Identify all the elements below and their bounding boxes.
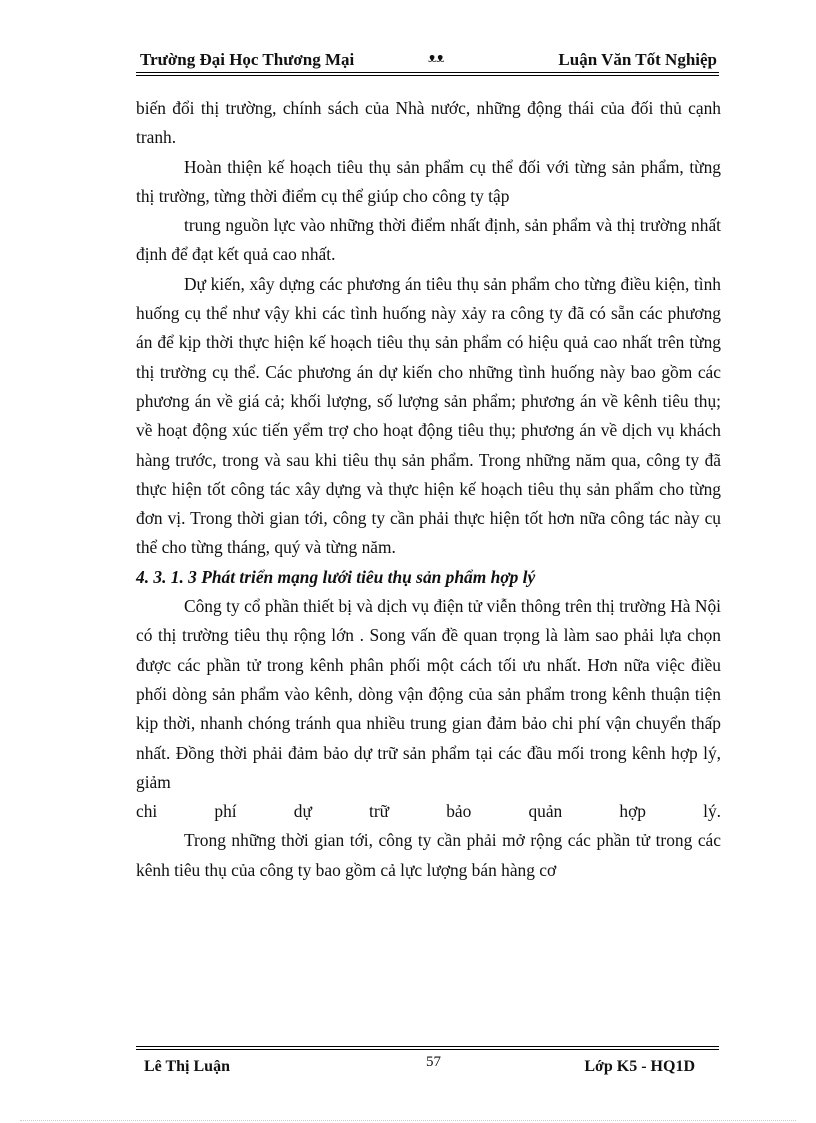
header-rule (136, 72, 719, 73)
header-thesis-title: Luận Văn Tốt Nghiệp (558, 50, 717, 69)
header-rule-thin (136, 75, 719, 76)
paragraph-line: chi phí dự trữ bảo quản hợp lý. (136, 801, 721, 822)
footer-rule (136, 1046, 719, 1047)
paragraph-continuation: biến đổi thị trường, chính sách của Nhà nước, những động thái của đối thủ cạnh tranh. (136, 98, 721, 148)
page-footer (136, 1046, 719, 1086)
footer-author: Lê Thị Luận (144, 1058, 230, 1075)
footer-class: Lớp K5 - HQ1D (584, 1058, 695, 1075)
paragraph: Trong những thời gian tới, công ty cần phải mở rộng các phần tử trong các kênh tiêu thụ của công ty bao gồm cả lực lượng bán hàng cơ (136, 830, 721, 880)
paragraph: Dự kiến, xây dựng các phương án tiêu thụ sản phẩm cho từng điều kiện, tình huống cụ thể như vậy khi các tình huống này xảy ra công ty đã có sẵn các phương án để kịp thời thực hiện kế hoạch tiêu thụ sản phẩm có hiệu quả cao nhất trên từng thị trường cụ thể. Các phương án dự kiến cho những tình huống này bao gồm các phương án về giá cả; khối lượng, số lượng sản phẩm; phương án về kênh tiêu thụ; về hoạt động xúc tiến yểm trợ cho hoạt động tiêu thụ; phương án về dịch vụ khách hàng trước, trong và sau khi tiêu thụ sản phẩm. Trong những năm qua, công ty đã thực hiện tốt công tác xây dựng và thực hiện kế hoạch tiêu thụ sản phẩm cho từng đơn vị. Trong thời gian tới, công ty cần phải thực hiện tốt hơn nữa công tác này cụ thể cho từng tháng, quý và từng năm. (136, 273, 721, 558)
footer-rule-thin (136, 1049, 719, 1050)
page-number: 57 (426, 1054, 441, 1070)
page-edge-divider (20, 1120, 796, 1121)
paragraph: trung nguồn lực vào những thời điểm nhất định, sản phẩm và thị trường nhất định để đạt kết quả cao nhất. (136, 215, 721, 265)
paragraph: Công ty cổ phần thiết bị và dịch vụ điện tử viễn thông trên thị trường Hà Nội có thị trường tiêu thụ rộng lớn . Song vấn đề quan trọng là làm sao phải lựa chọn được các phần tử trong kênh phân phối một cách tối ưu nhất. Hơn nữa việc điều phối dòng sản phẩm vào kênh, dòng vận động của sản phẩm trong kênh thuận tiện kịp thời, nhanh chóng tránh qua nhiều trung gian đảm bảo chi phí vận chuyển thấp nhất. Đồng thời phải đảm bảo dự trữ sản phẩm tại các đầu mối trong kênh hợp lý, giảm (136, 596, 721, 792)
section-heading: 4. 3. 1. 3 Phát triển mạng lưới tiêu thụ sản phẩm hợp lý (136, 566, 536, 587)
header-university: Trường Đại Học Thương Mại (140, 50, 355, 69)
paragraph: Hoàn thiện kế hoạch tiêu thụ sản phẩm cụ thể đối với từng sản phẩm, từng thị trường, từng thời điểm cụ thể giúp cho công ty tập (136, 156, 721, 206)
page-header (136, 44, 719, 74)
document-body (136, 94, 721, 885)
header-ornament-icon: ᴥᴥ (428, 50, 445, 66)
